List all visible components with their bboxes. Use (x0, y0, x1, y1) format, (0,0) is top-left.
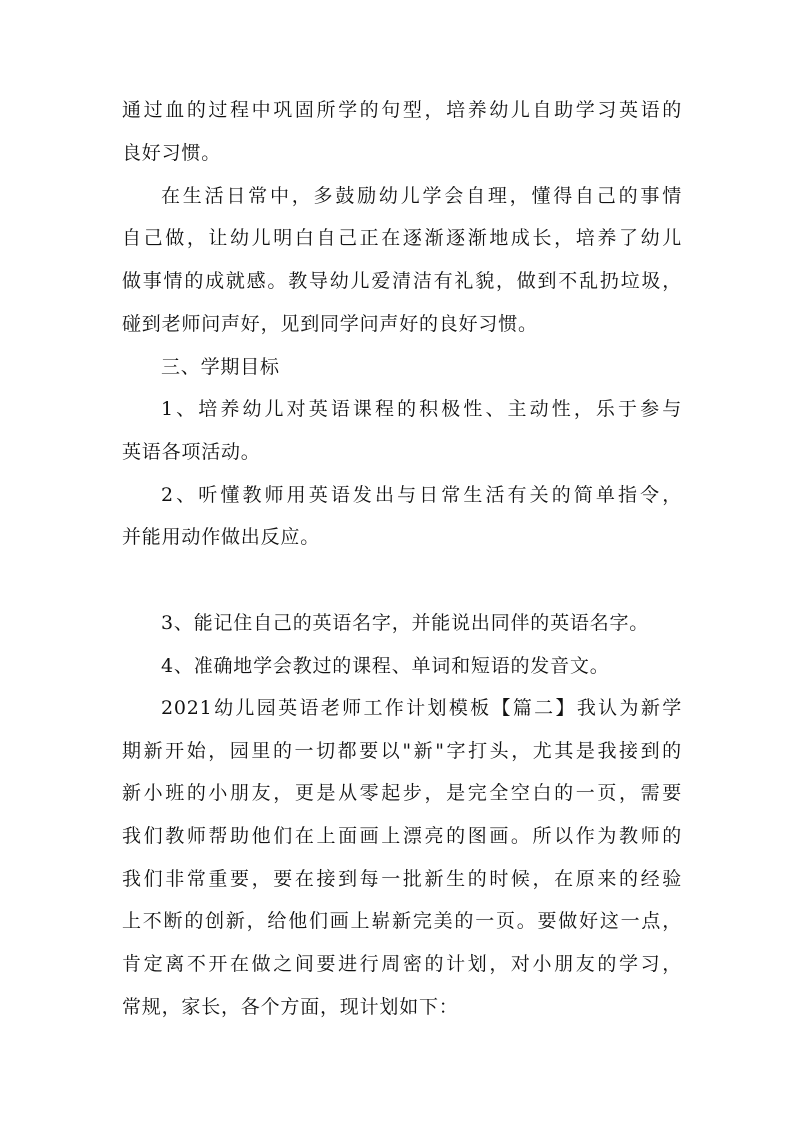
text-line-3: 在生活日常中，多鼓励幼儿学会自理，懂得自己的事情 (161, 185, 682, 207)
text-line-6: 碰到老师问声好，见到同学问声好的良好习惯。 (122, 313, 538, 335)
text-line-18: 我们非常重要，要在接到每一批新生的时候，在原来的经验 (122, 868, 682, 890)
text-line-13: 4、准确地学会教过的课程、单词和短语的发音文。 (161, 655, 610, 677)
text-line-17: 我们教师帮助他们在上面画上漂亮的图画。所以作为教师的 (122, 825, 682, 847)
text-line-4: 自己做，让幼儿明白自己正在逐渐逐渐地成长，培养了幼儿 (122, 227, 682, 249)
text-line-1: 通过血的过程中巩固所学的句型，培养幼儿自助学习英语的 (122, 99, 682, 121)
text-line-11: 并能用动作做出反应。 (122, 526, 321, 548)
text-line-14: 2021幼儿园英语老师工作计划模板【篇二】我认为新学 (161, 697, 682, 719)
text-line-10: 2、听懂教师用英语发出与日常生活有关的简单指令， (161, 484, 682, 506)
text-line-19: 上不断的创新，给他们画上崭新完美的一页。要做好这一点， (122, 910, 682, 932)
text-line-8: 1、培养幼儿对英语课程的积极性、主动性，乐于参与 (161, 398, 682, 420)
text-line-20: 肯定离不开在做之间要进行周密的计划，对小朋友的学习， (122, 953, 682, 975)
text-line-9: 英语各项活动。 (122, 441, 261, 463)
text-line-16: 新小班的小朋友，更是从零起步，是完全空白的一页，需要 (122, 782, 682, 804)
text-line-15: 期新开始，园里的一切都要以"新"字打头，尤其是我接到的 (122, 740, 682, 762)
text-line-2: 良好习惯。 (122, 142, 222, 164)
section-heading: 三、学期目标 (161, 356, 280, 378)
text-line-21: 常规，家长，各个方面，现计划如下： (122, 996, 459, 1018)
text-line-12: 3、能记住自己的英语名字，并能说出同伴的英语名字。 (161, 612, 650, 634)
text-line-5: 做事情的成就感。教导幼儿爱清洁有礼貌，做到不乱扔垃圾， (122, 270, 682, 292)
